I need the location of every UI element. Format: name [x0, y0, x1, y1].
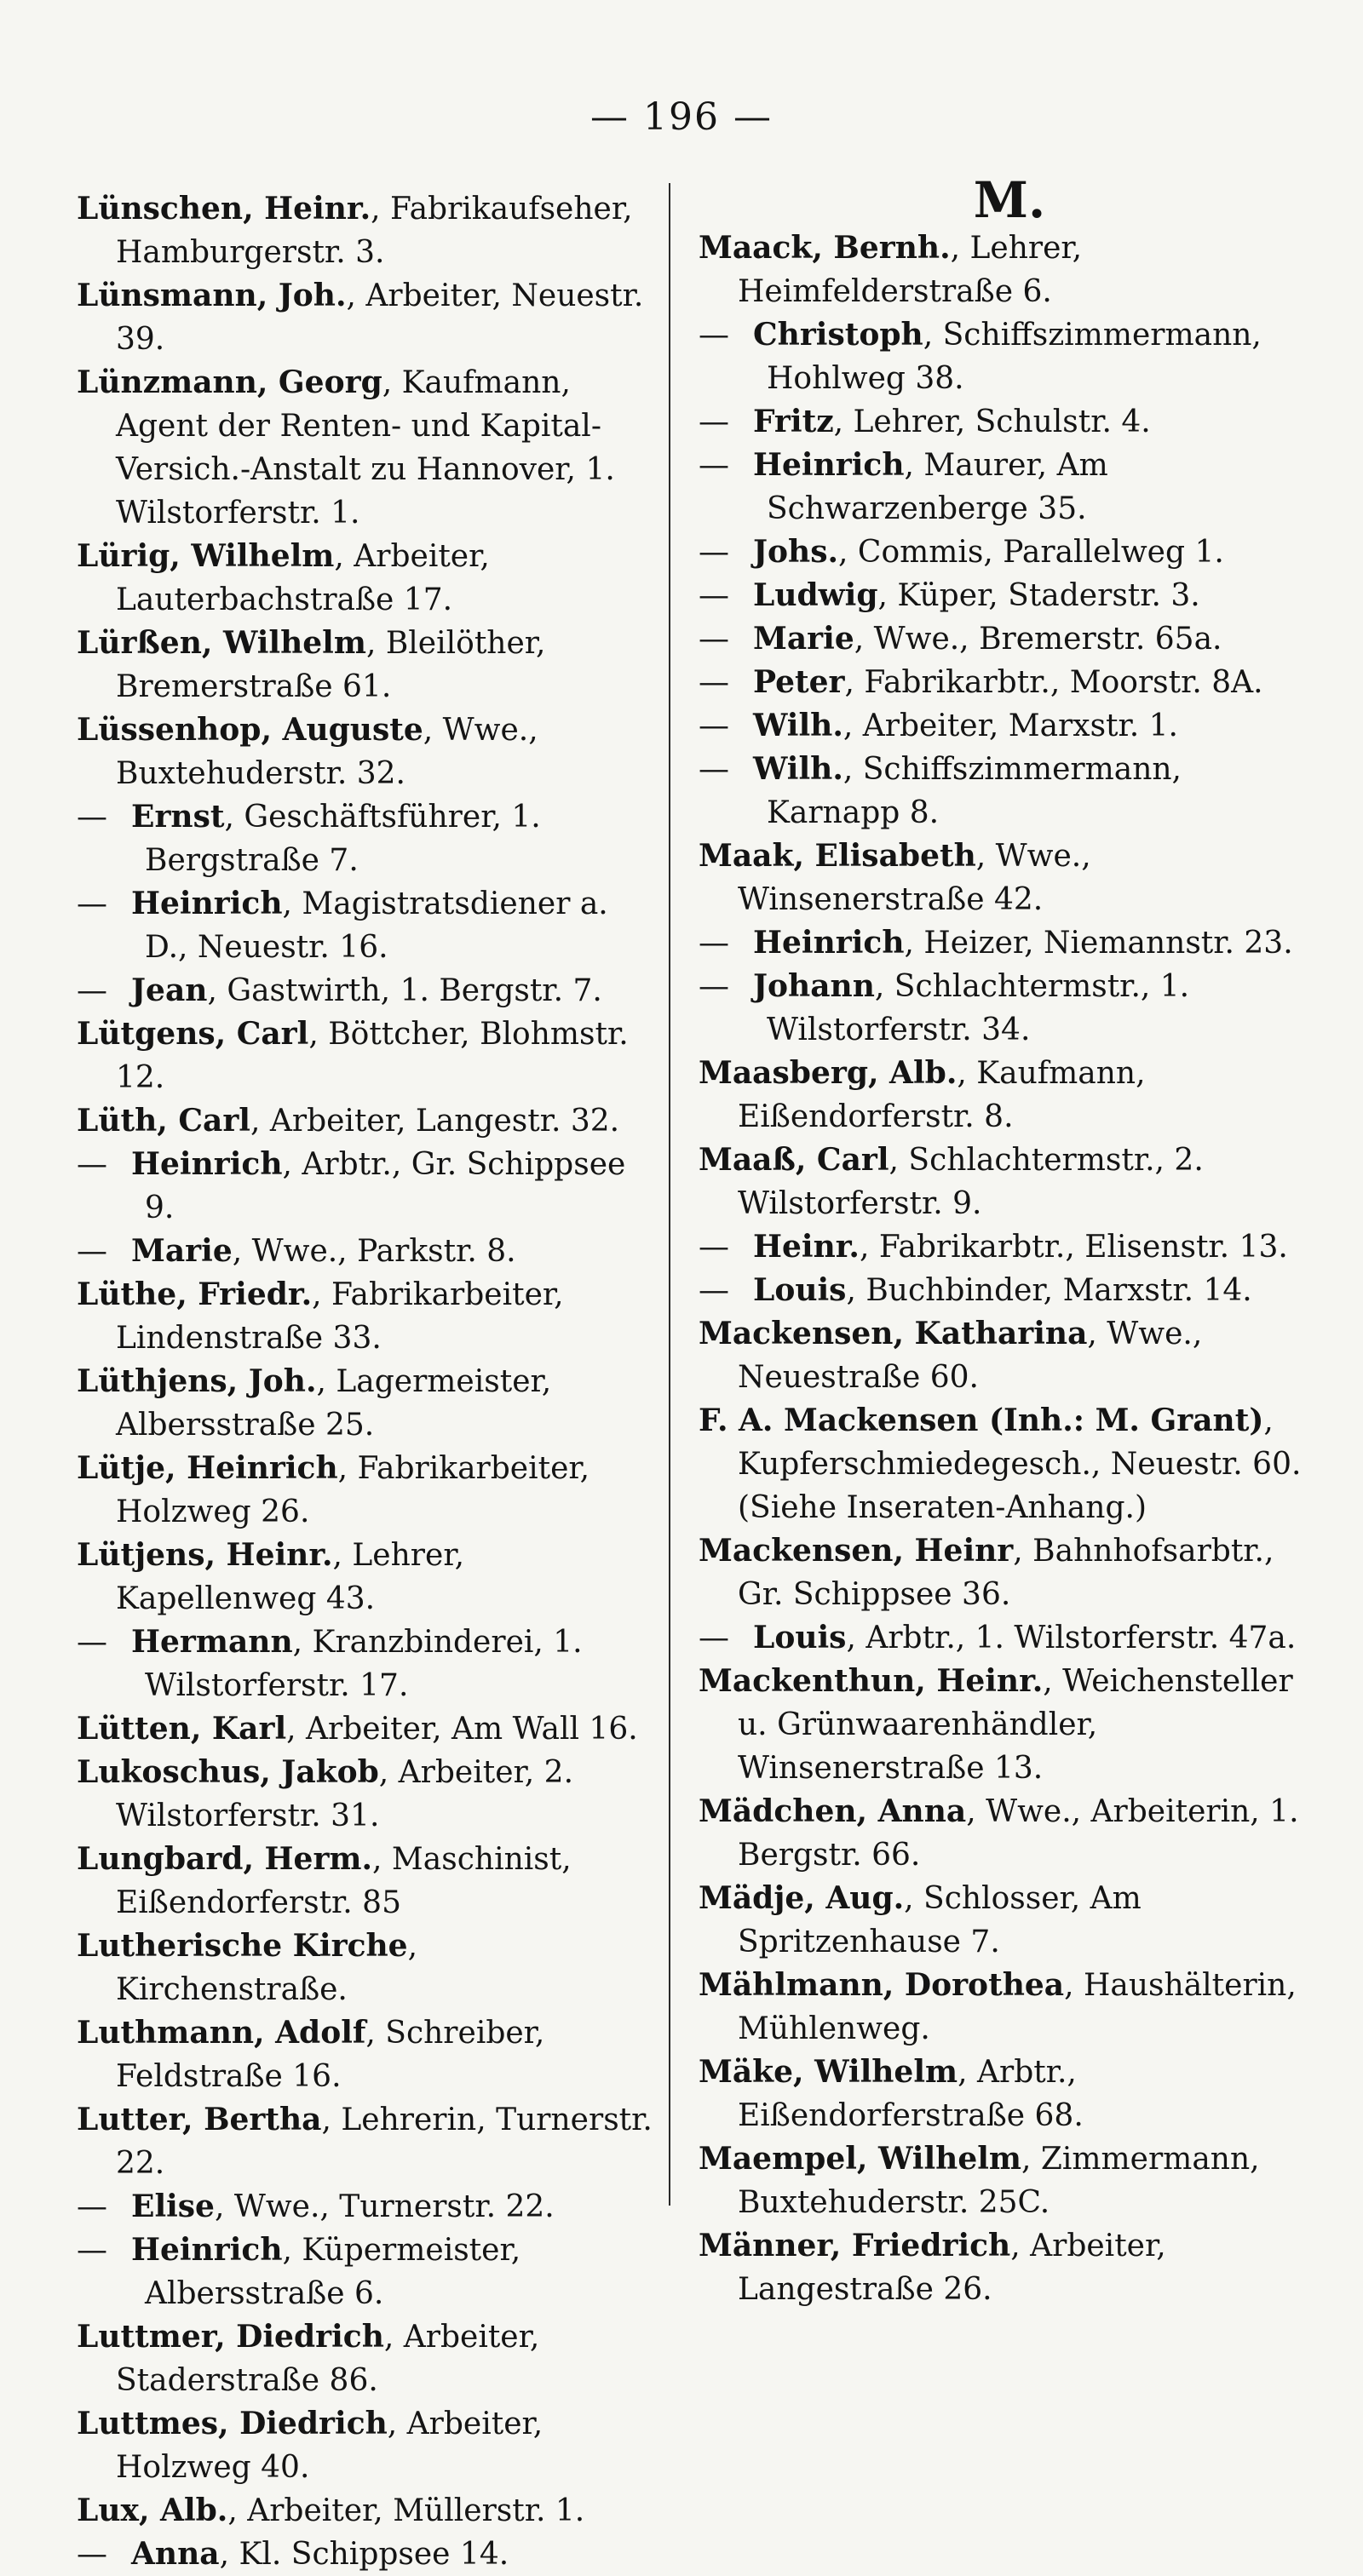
entry-name: Jean — [131, 972, 208, 1008]
directory-entry — [77, 274, 656, 361]
directory-entry — [699, 965, 1320, 1052]
entry-details: , Geschäftsführer, 1. Bergstraße 7. — [145, 800, 541, 878]
directory-entry — [699, 835, 1320, 921]
entry-name: Lüssenhop, Auguste — [77, 712, 423, 748]
entry-details: , Arbeiter, Neuestr. 39. — [116, 278, 644, 357]
entry-name: Maak, Elisabeth — [699, 838, 976, 874]
entry-name: Mäke, Wilhelm — [699, 2054, 958, 2090]
directory-entry — [699, 444, 1320, 531]
entry-name: Hermann — [131, 1624, 293, 1660]
entry-details: , Fabrikarbtr., Elisenstr. 13. — [859, 1230, 1288, 1265]
directory-entry — [77, 535, 656, 622]
entry-name: Heinrich — [753, 447, 905, 483]
entry-details: , Kaufmann, Agent der Renten- und Kapital-Versich.-Anstalt zu Hannover, 1. Wilstorferstr. 1. — [116, 365, 615, 531]
entry-details: , Haushälterin, Mühlenweg. — [738, 1968, 1297, 2046]
entry-details: , Wwe., Buxtehuderstr. 32. — [116, 713, 538, 791]
entry-name: Ernst — [131, 799, 225, 835]
entry-details: , Commis, Parallelweg 1. — [838, 535, 1224, 570]
entry-name: Johann — [753, 968, 875, 1004]
entry-details: , Schlachtermstr., 2. Wilstorferstr. 9. — [738, 1143, 1204, 1221]
directory-entry — [77, 1230, 656, 1273]
directory-entry — [77, 1621, 656, 1707]
entry-name: Mählmann, Dorothea — [699, 1967, 1065, 2003]
entry-details: , Kupferschmiedegesch., Neuestr. 60. (Siehe Inseraten-Anhang.) — [738, 1403, 1302, 1525]
entry-name: Lungbard, Herm. — [77, 1841, 373, 1877]
directory-entry — [77, 2315, 656, 2402]
entry-name: Marie — [753, 621, 854, 657]
repeat-dash: — — [699, 1230, 729, 1265]
entry-name: Lüth, Carl — [77, 1103, 250, 1139]
entry-name: Johs. — [753, 534, 839, 570]
entry-name: Lütjens, Heinr. — [77, 1537, 333, 1573]
entry-details: , Wwe., Parkstr. 8. — [232, 1234, 516, 1269]
repeat-dash: — — [77, 1625, 107, 1660]
entry-details: , Arbeiter, 2. Wilstorferstr. 31. — [116, 1755, 574, 1833]
repeat-dash: — — [699, 404, 729, 439]
directory-entry — [77, 1273, 656, 1360]
repeat-dash: — — [77, 2233, 107, 2268]
entry-name: Lünsmann, Joh. — [77, 278, 347, 313]
entry-name: Mackensen, Heinr — [699, 1533, 1014, 1569]
repeat-dash: — — [699, 1273, 729, 1308]
directory-entry — [77, 2229, 656, 2315]
entry-name: Lünzmann, Georg — [77, 364, 382, 400]
directory-entry — [699, 313, 1320, 400]
entry-name: Lütgens, Carl — [77, 1016, 309, 1052]
entry-details: , Magistratsdiener a. D., Neuestr. 16. — [145, 886, 608, 965]
entry-details: , Schlachtermstr., 1. Wilstorferstr. 34. — [767, 969, 1190, 1047]
repeat-dash: — — [77, 2537, 107, 2572]
repeat-dash: — — [699, 535, 729, 570]
entry-details: , Maurer, Am Schwarzenberge 35. — [767, 448, 1108, 526]
entry-name: Lürig, Wilhelm — [77, 538, 335, 574]
entry-name: Christoph — [753, 317, 923, 353]
directory-entry — [77, 2489, 656, 2533]
directory-entry — [77, 2098, 656, 2185]
directory-entry — [699, 1877, 1320, 1964]
entry-name: Fritz — [753, 404, 834, 439]
directory-entry — [77, 2011, 656, 2098]
directory-entry — [77, 1360, 656, 1447]
entry-name: Luttmer, Diedrich — [77, 2319, 384, 2355]
entry-name: Maasberg, Alb. — [699, 1055, 958, 1091]
directory-entry — [77, 882, 656, 969]
repeat-dash: — — [77, 1147, 107, 1182]
entry-details: , Bahnhofsarbtr., Gr. Schippsee 36. — [738, 1534, 1274, 1612]
directory-entry — [77, 622, 656, 709]
directory-entry — [699, 2137, 1320, 2224]
repeat-dash: — — [699, 578, 729, 613]
entry-name: Lukoschus, Jakob — [77, 1754, 379, 1790]
entry-name: Mädchen, Anna — [699, 1793, 967, 1829]
entry-details: , Arbeiter, Holzweg 40. — [116, 2407, 543, 2485]
entry-name: Lüthjens, Joh. — [77, 1363, 317, 1399]
entry-name: Louis — [753, 1272, 847, 1308]
entry-details: , Kranzbinderei, 1. Wilstorferstr. 17. — [145, 1625, 583, 1703]
entry-details: , Küper, Staderstr. 3. — [877, 578, 1200, 613]
entry-details: , Küpermeister, Albersstraße 6. — [145, 2233, 521, 2311]
section-letter: M. — [973, 171, 1046, 229]
entry-details: , Fabrikarbeiter, Lindenstraße 33. — [116, 1277, 564, 1356]
entry-details: , Arbeiter, Staderstraße 86. — [116, 2320, 540, 2398]
directory-entry — [77, 1534, 656, 1621]
entry-details: , Lehrer, Kapellenweg 43. — [116, 1538, 465, 1616]
entry-details: , Arbeiter, Marxstr. 1. — [843, 709, 1178, 743]
directory-entry — [699, 1660, 1320, 1790]
repeat-dash: — — [699, 969, 729, 1004]
entry-details: , Maschinist, Eißendorferstr. 85 — [116, 1842, 572, 1920]
entry-details: , Arbeiter, Müllerstr. 1. — [227, 2493, 585, 2528]
directory-entry — [77, 709, 656, 795]
entry-details: , Kaufmann, Eißendorferstr. 8. — [738, 1056, 1146, 1134]
entry-name: Heinrich — [753, 925, 905, 961]
entry-details: , Arbeiter, Langestraße 26. — [738, 2229, 1166, 2307]
entry-details: , Wwe., Bremerstr. 65a. — [854, 622, 1222, 657]
entry-name: F. A. Mackensen (Inh.: M. Grant) — [699, 1403, 1264, 1438]
entry-details: , Kirchenstraße. — [116, 1929, 418, 2007]
left-column — [77, 187, 656, 2576]
directory-entry — [699, 400, 1320, 444]
entry-details: , Bleilöther, Bremerstraße 61. — [116, 626, 546, 704]
repeat-dash: — — [699, 448, 729, 483]
entry-details: , Lehrer, Heimfelderstraße 6. — [738, 231, 1083, 309]
directory-entry — [699, 1225, 1320, 1269]
entry-name: Lux, Alb. — [77, 2493, 228, 2528]
entry-details: , Arbtr., 1. Wilstorferstr. 47a. — [846, 1621, 1297, 1655]
entry-details: , Lehrer, Schulstr. 4. — [833, 404, 1151, 439]
directory-entry — [699, 2051, 1320, 2137]
entry-name: Lüthe, Friedr. — [77, 1277, 313, 1312]
directory-entry — [77, 2185, 656, 2229]
repeat-dash: — — [699, 622, 729, 657]
right-column — [699, 171, 1320, 2311]
directory-entry — [699, 704, 1320, 748]
entry-details: , Gastwirth, 1. Bergstr. 7. — [207, 973, 602, 1008]
repeat-dash: — — [77, 1234, 107, 1269]
entry-name: Marie — [131, 1233, 233, 1269]
entry-name: Lütje, Heinrich — [77, 1450, 338, 1486]
directory-entry — [699, 1139, 1320, 1225]
entry-details: , Schreiber, Feldstraße 16. — [116, 2016, 545, 2094]
entry-name: Lünschen, Heinr. — [77, 191, 371, 227]
entry-name: Wilh. — [753, 751, 843, 787]
entry-details: , Kl. Schippsee 14. — [219, 2537, 509, 2572]
entry-name: Luthmann, Adolf — [77, 2015, 366, 2051]
directory-entry — [699, 1616, 1320, 1660]
directory-entry — [699, 1964, 1320, 2051]
directory-entry — [699, 921, 1320, 965]
directory-entry — [77, 187, 656, 274]
entry-name: Louis — [753, 1620, 847, 1655]
entry-name: Lürßen, Wilhelm — [77, 625, 366, 661]
repeat-dash: — — [699, 709, 729, 743]
entry-name: Lutter, Bertha — [77, 2102, 322, 2137]
entry-details: , Arbtr., Gr. Schippsee 9. — [145, 1147, 626, 1225]
entry-details: , Arbeiter, Langestr. 32. — [250, 1104, 620, 1139]
entry-details: , Wwe., Winsenerstraße 42. — [738, 839, 1091, 917]
entry-details: , Schiffszimmermann, Hohlweg 38. — [767, 318, 1262, 396]
entry-name: Maempel, Wilhelm — [699, 2141, 1021, 2177]
directory-entry — [699, 574, 1320, 617]
entry-details: , Fabrikarbeiter, Holzweg 26. — [116, 1451, 590, 1529]
entry-details: , Böttcher, Blohmstr. 12. — [116, 1017, 629, 1095]
directory-entry — [77, 1013, 656, 1099]
directory-entry — [699, 1399, 1320, 1529]
entry-name: Luttmes, Diedrich — [77, 2406, 388, 2441]
directory-entry — [699, 531, 1320, 574]
entry-details: , Wwe., Arbeiterin, 1. Bergstr. 66. — [738, 1794, 1299, 1873]
directory-entry — [699, 1312, 1320, 1399]
directory-entry — [77, 1838, 656, 1925]
entry-name: Heinr. — [753, 1229, 860, 1265]
entry-name: Heinrich — [131, 886, 283, 921]
directory-entry — [699, 617, 1320, 661]
entry-name: Elise — [131, 2189, 215, 2224]
directory-entry — [699, 661, 1320, 704]
entry-details: , Arbtr., Eißendorferstraße 68. — [738, 2055, 1084, 2133]
entry-name: Lütten, Karl — [77, 1711, 287, 1747]
entry-name: Anna — [131, 2536, 220, 2572]
entry-details: , Wwe., Neuestraße 60. — [738, 1317, 1203, 1395]
directory-entry — [77, 1707, 656, 1751]
entry-name: Lutherische Kirche — [77, 1928, 408, 1964]
directory-entry — [77, 361, 656, 535]
directory-entry — [77, 1925, 656, 2011]
directory-entry — [699, 1269, 1320, 1312]
entry-name: Mädje, Aug. — [699, 1880, 905, 1916]
entry-details: , Schlosser, Am Spritzenhause 7. — [738, 1881, 1142, 1959]
entry-details: , Heizer, Niemannstr. 23. — [904, 926, 1293, 961]
repeat-dash: — — [699, 318, 729, 353]
entry-details: , Zimmermann, Buxtehuderstr. 25C. — [738, 2142, 1260, 2220]
entry-name: Männer, Friedrich — [699, 2228, 1011, 2263]
directory-entry — [699, 2224, 1320, 2311]
entry-name: Maaß, Carl — [699, 1142, 889, 1178]
repeat-dash: — — [699, 1621, 729, 1655]
repeat-dash: — — [699, 752, 729, 787]
repeat-dash: — — [77, 2189, 107, 2224]
directory-entry — [699, 227, 1320, 313]
entry-name: Mackensen, Katharina — [699, 1316, 1088, 1351]
entry-name: Peter — [753, 664, 845, 700]
entry-details: , Arbeiter, Am Wall 16. — [286, 1712, 638, 1747]
directory-entry — [77, 1751, 656, 1838]
directory-entry — [699, 1529, 1320, 1616]
entry-name: Wilh. — [753, 708, 843, 743]
column-divider — [669, 183, 670, 2206]
directory-entry — [77, 1099, 656, 1143]
repeat-dash: — — [699, 665, 729, 700]
entry-details: , Schiffszimmermann, Karnapp 8. — [767, 752, 1182, 830]
directory-entry — [699, 1790, 1320, 1877]
page-number: — 196 — — [590, 95, 773, 139]
entry-details: , Fabrikarbtr., Moorstr. 8A. — [844, 665, 1263, 700]
repeat-dash: — — [77, 800, 107, 835]
directory-entry — [77, 1447, 656, 1534]
repeat-dash: — — [77, 973, 107, 1008]
entry-name: Heinrich — [131, 1146, 283, 1182]
entry-name: Ludwig — [753, 577, 878, 613]
directory-entry — [77, 2402, 656, 2489]
entry-details: , Lagermeister, Albersstraße 25. — [116, 1364, 552, 1443]
directory-entry — [77, 1143, 656, 1230]
entry-details: , Weichensteller u. Grünwaarenhändler, Winsenerstraße 13. — [738, 1664, 1293, 1786]
entry-details: , Wwe., Turnerstr. 22. — [214, 2189, 555, 2224]
directory-entry — [77, 969, 656, 1013]
entry-details: , Fabrikaufseher, Hamburgerstr. 3. — [116, 192, 633, 270]
entry-details: , Buchbinder, Marxstr. 14. — [846, 1273, 1252, 1308]
entry-details: , Arbeiter, Lauterbachstraße 17. — [116, 539, 490, 617]
entry-name: Maack, Bernh. — [699, 230, 951, 266]
repeat-dash: — — [699, 926, 729, 961]
directory-entry — [77, 795, 656, 882]
entry-name: Mackenthun, Heinr. — [699, 1663, 1044, 1699]
directory-entry — [77, 2533, 656, 2576]
repeat-dash: — — [77, 886, 107, 921]
directory-entry — [699, 748, 1320, 835]
entry-details: , Lehrerin, Turnerstr. 22. — [116, 2103, 653, 2181]
entry-name: Heinrich — [131, 2232, 283, 2268]
directory-entry — [699, 1052, 1320, 1139]
